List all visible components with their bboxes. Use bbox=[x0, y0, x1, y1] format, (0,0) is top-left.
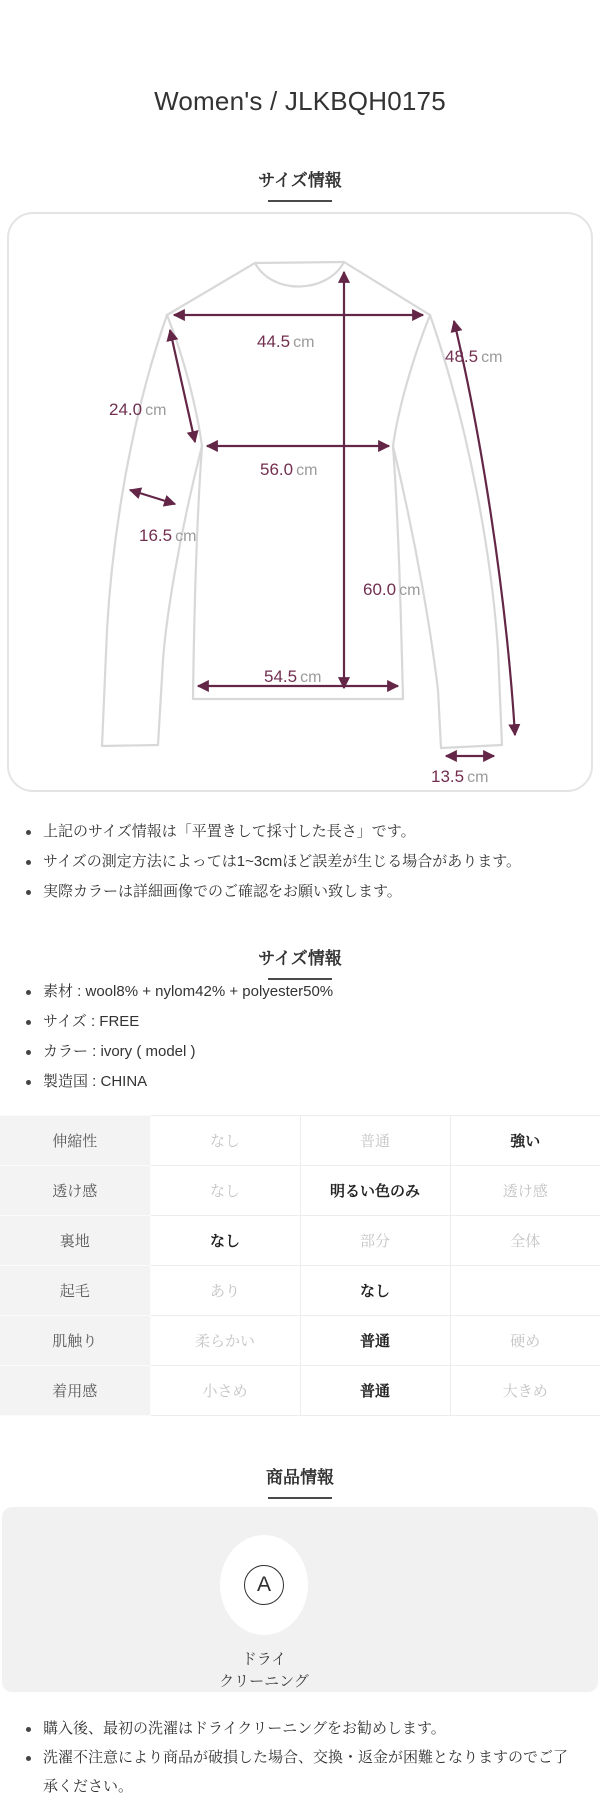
row-header: 起毛 bbox=[0, 1266, 150, 1316]
size-diagram-heading bbox=[0, 166, 600, 202]
measurement-chest-width: 56.0 cm bbox=[260, 460, 318, 479]
table-row bbox=[0, 1116, 600, 1166]
garment-measurement-drawing bbox=[7, 212, 593, 792]
fabric-properties-table bbox=[0, 1115, 600, 1416]
bullet-dot-icon bbox=[26, 1020, 31, 1025]
row-header: 裏地 bbox=[0, 1216, 150, 1266]
measurement-sleeve-opening: 24.0 cm bbox=[109, 400, 167, 419]
table-row bbox=[0, 1216, 600, 1266]
table-row bbox=[0, 1366, 600, 1416]
table-cell: なし bbox=[150, 1116, 300, 1166]
note-item: 上記のサイズ情報は「平置きして採寸した長さ」です。 bbox=[24, 817, 576, 847]
note-item: 実際カラーは詳細画像でのご確認をお願い致します。 bbox=[24, 877, 576, 907]
table-cell: 大きめ bbox=[450, 1366, 600, 1416]
table-cell: なし bbox=[300, 1266, 450, 1316]
table-cell: 小さめ bbox=[150, 1366, 300, 1416]
size-info-list bbox=[0, 977, 600, 1097]
measurement-sleeve-width: 16.5 cm bbox=[139, 526, 197, 545]
table-cell: 強い bbox=[450, 1116, 600, 1166]
measurement-shoulder-width: 44.5 cm bbox=[257, 332, 315, 351]
size-diagram-heading-text: サイズ情報 bbox=[258, 171, 342, 190]
table-cell: 明るい色のみ bbox=[300, 1166, 450, 1216]
list-item: 製造国 : CHINA bbox=[24, 1067, 576, 1097]
bullet-dot-icon bbox=[26, 860, 31, 865]
page-title: Women's / JLKBQH0175 bbox=[154, 86, 446, 116]
table-cell: なし bbox=[150, 1166, 300, 1216]
bullet-dot-icon bbox=[26, 1080, 31, 1085]
list-item: 素材 : wool8% + nylom42% + polyester50% bbox=[24, 977, 576, 1007]
row-header: 伸縮性 bbox=[0, 1116, 150, 1166]
product-info-notes bbox=[0, 1714, 600, 1801]
table-row bbox=[0, 1266, 600, 1316]
bullet-dot-icon bbox=[26, 890, 31, 895]
heading-underline bbox=[268, 200, 332, 202]
table-cell: 全体 bbox=[450, 1216, 600, 1266]
table-cell: 部分 bbox=[300, 1216, 450, 1266]
size-info-heading-text: サイズ情報 bbox=[258, 949, 342, 968]
size-info-heading bbox=[0, 944, 600, 980]
bullet-dot-icon bbox=[26, 990, 31, 995]
table-cell: 柔らかい bbox=[150, 1316, 300, 1366]
table-cell: 硬め bbox=[450, 1316, 600, 1366]
table-cell: 普通 bbox=[300, 1316, 450, 1366]
product-info-heading-text: 商品情報 bbox=[266, 1468, 334, 1487]
care-icon-background bbox=[220, 1535, 308, 1635]
care-label: ドライ クリーニング bbox=[219, 1651, 309, 1690]
list-item: サイズ : FREE bbox=[24, 1007, 576, 1037]
table-cell: あり bbox=[150, 1266, 300, 1316]
table-cell: 普通 bbox=[300, 1116, 450, 1166]
measurement-arrows bbox=[130, 272, 515, 756]
table-cell: 普通 bbox=[300, 1366, 450, 1416]
measurement-sleeve-length: 48.5 cm bbox=[445, 347, 503, 366]
heading-underline bbox=[268, 1497, 332, 1499]
table-cell bbox=[450, 1266, 600, 1316]
bullet-dot-icon bbox=[26, 1756, 31, 1761]
dry-cleaning-icon: A bbox=[244, 1565, 284, 1605]
table-cell: なし bbox=[150, 1216, 300, 1266]
measurement-hem-width: 54.5 cm bbox=[264, 667, 322, 686]
size-diagram-notes bbox=[0, 817, 600, 907]
list-item: カラー : ivory ( model ) bbox=[24, 1037, 576, 1067]
note-item: サイズの測定方法によっては1~3cmほど誤差が生じる場合があります。 bbox=[24, 847, 576, 877]
bullet-dot-icon bbox=[26, 830, 31, 835]
note-item: 購入後、最初の洗濯はドライクリーニングをお勧めします。 bbox=[24, 1714, 576, 1743]
table-row bbox=[0, 1316, 600, 1366]
bullet-dot-icon bbox=[26, 1050, 31, 1055]
row-header: 着用感 bbox=[0, 1366, 150, 1416]
row-header: 透け感 bbox=[0, 1166, 150, 1216]
note-item: 洗濯不注意により商品が破損した場合、交換・返金が困難となりますのでご了承ください。 bbox=[24, 1743, 576, 1801]
bullet-dot-icon bbox=[26, 1727, 31, 1732]
measurement-cuff-width: 13.5 cm bbox=[431, 767, 489, 786]
measurement-total-length: 60.0 cm bbox=[363, 580, 421, 599]
care-instructions-panel bbox=[2, 1507, 598, 1692]
row-header: 肌触り bbox=[0, 1316, 150, 1366]
table-cell: 透け感 bbox=[450, 1166, 600, 1216]
product-info-heading bbox=[0, 1463, 600, 1499]
table-row bbox=[0, 1166, 600, 1216]
care-item-dry-cleaning bbox=[2, 1535, 526, 1693]
size-diagram-panel bbox=[7, 212, 593, 792]
